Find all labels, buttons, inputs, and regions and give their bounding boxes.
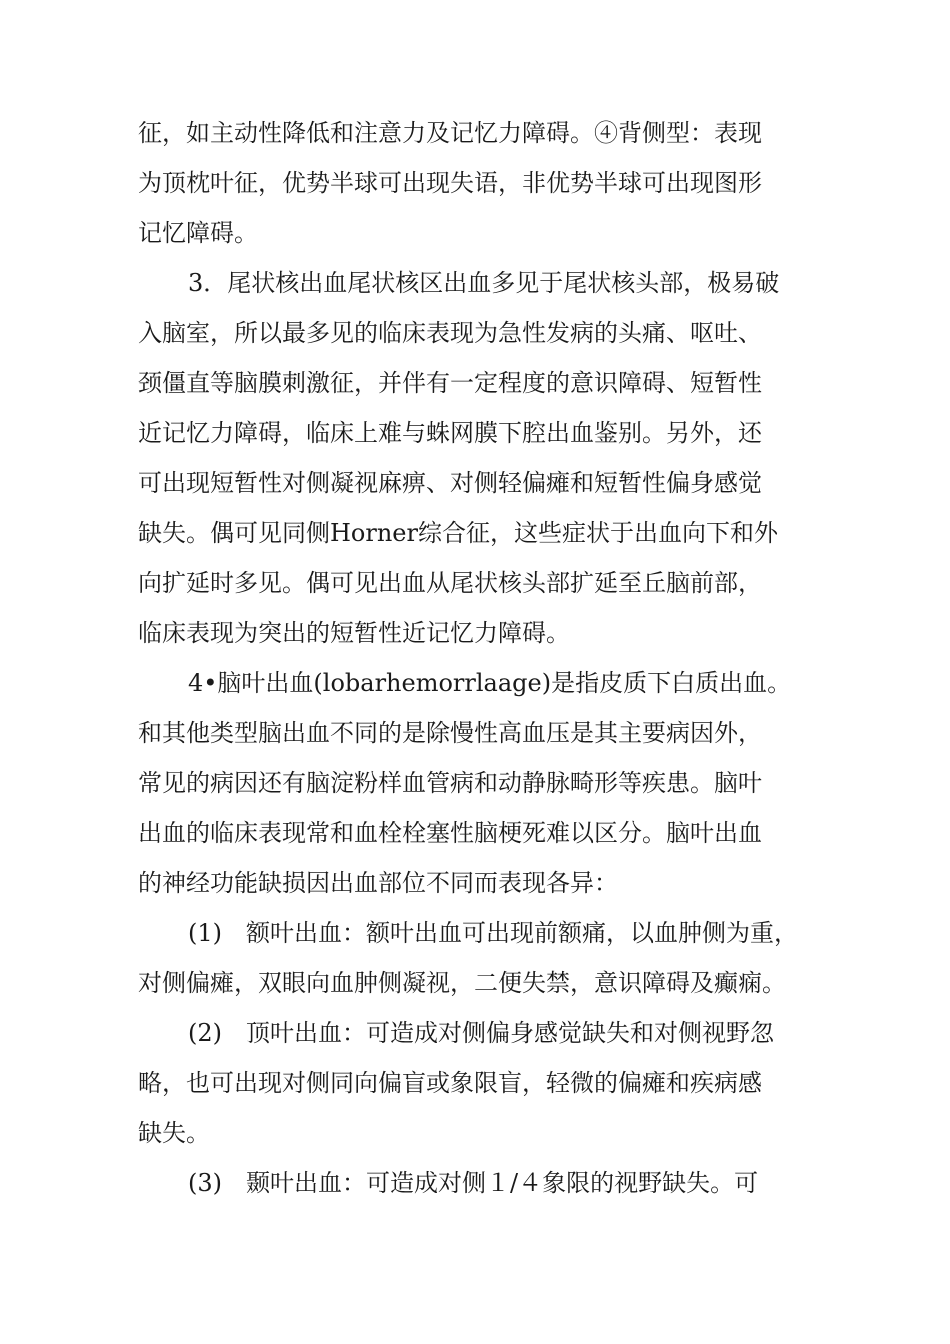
text-line: 对侧偏瘫，双眼向血肿侧凝视，二便失禁，意识障碍及癫痫。 [138, 969, 786, 997]
text-line: 向扩延时多见。偶可见出血从尾状核头部扩延至丘脑前部， [138, 569, 762, 597]
text-line: 4•脑叶出血(lobarhemorrlaage)是指皮质下白质出血。 [188, 669, 792, 697]
text-line: (3) 颞叶出血：可造成对侧１/４象限的视野缺失。可 [188, 1169, 759, 1197]
text-line: 缺失。偶可见同侧Horner综合征，这些症状于出血向下和外 [138, 519, 778, 547]
text-line: 缺失。 [138, 1119, 210, 1147]
text-line: 的神经功能缺损因出血部位不同而表现各异： [138, 869, 618, 897]
text-line: 入脑室，所以最多见的临床表现为急性发病的头痛、呕吐、 [138, 319, 762, 347]
text-line: 出血的临床表现常和血栓栓塞性脑梗死难以区分。脑叶出血 [138, 819, 762, 847]
text-line: 和其他类型脑出血不同的是除慢性高血压是其主要病因外， [138, 719, 762, 747]
text-line: 常见的病因还有脑淀粉样血管病和动静脉畸形等疾患。脑叶 [138, 769, 762, 797]
text-line: 略，也可出现对侧同向偏盲或象限盲，轻微的偏瘫和疾病感 [138, 1069, 762, 1097]
text-line: 3．尾状核出血尾状核区出血多见于尾状核头部，极易破 [188, 269, 780, 297]
text-line: 可出现短暂性对侧凝视麻痹、对侧轻偏瘫和短暂性偏身感觉 [138, 469, 762, 497]
text-line: 近记忆力障碍，临床上难与蛛网膜下腔出血鉴别。另外，还 [138, 419, 762, 447]
text-line: 临床表现为突出的短暂性近记忆力障碍。 [138, 619, 570, 647]
text-line: 记忆障碍。 [138, 219, 258, 247]
text-line: (1) 额叶出血：额叶出血可出现前额痛，以血肿侧为重， [188, 919, 798, 947]
text-line: 征，如主动性降低和注意力及记忆力障碍。④背侧型：表现 [138, 119, 762, 147]
text-line: (2) 顶叶出血：可造成对侧偏身感觉缺失和对侧视野忽 [188, 1019, 774, 1047]
text-line: 为顶枕叶征，优势半球可出现失语，非优势半球可出现图形 [138, 169, 762, 197]
text-line: 颈僵直等脑膜刺激征，并伴有一定程度的意识障碍、短暂性 [138, 369, 762, 397]
